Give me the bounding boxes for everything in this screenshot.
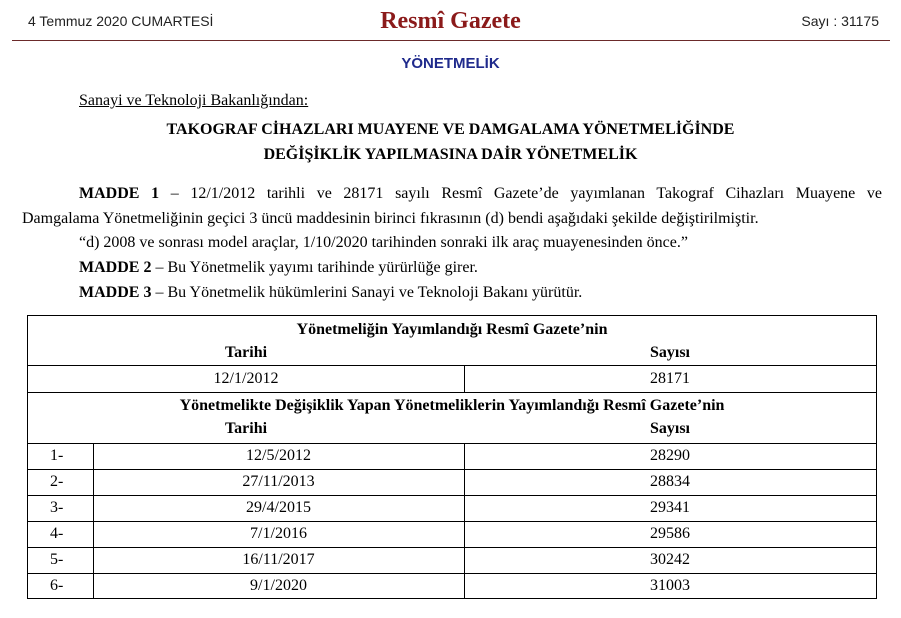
gazette-title: Resmî Gazete bbox=[380, 8, 521, 34]
regulation-title-line-1: TAKOGRAF CİHAZLARI MUAYENE VE DAMGALAMA YÖNETMELİĞİNDE bbox=[166, 121, 735, 138]
table-rule bbox=[464, 365, 465, 392]
row-date: 12/5/2012 bbox=[246, 447, 311, 464]
original-heading: Yönetmeliğin Yayımlandığı Resmî Gazete’nin bbox=[296, 321, 608, 338]
article-3-label: MADDE 3 bbox=[79, 284, 152, 301]
original-col-number: Sayısı bbox=[649, 344, 690, 361]
original-date: 12/1/2012 bbox=[213, 370, 279, 387]
table-rule bbox=[28, 392, 876, 393]
row-date: 27/11/2013 bbox=[242, 473, 315, 490]
publication-date: 4 Temmuz 2020 CUMARTESİ bbox=[28, 13, 214, 29]
row-date: 9/1/2020 bbox=[250, 577, 307, 594]
amendments-col-date: Tarihi bbox=[224, 420, 268, 437]
table-row bbox=[28, 547, 876, 573]
row-index: 3- bbox=[50, 499, 64, 516]
row-index: 1- bbox=[50, 447, 64, 464]
article-2 bbox=[79, 259, 478, 277]
table-row bbox=[28, 495, 876, 521]
table-row bbox=[28, 443, 876, 469]
row-number: 28834 bbox=[650, 473, 690, 490]
section-heading: YÖNETMELİK bbox=[401, 55, 500, 72]
row-date: 29/4/2015 bbox=[246, 499, 311, 516]
article-2-label: MADDE 2 bbox=[79, 259, 152, 276]
row-index: 5- bbox=[50, 551, 64, 568]
original-number: 28171 bbox=[650, 370, 690, 387]
article-3-text: – Bu Yönetmelik hükümlerini Sanayi ve Teknoloji Bakanı yürütür. bbox=[151, 284, 583, 301]
header-divider bbox=[12, 40, 890, 41]
table-row bbox=[28, 573, 876, 598]
amendments-heading: Yönetmelikte Değişiklik Yapan Yönetmeliklerin Yayımlandığı Resmî Gazete’nin bbox=[179, 397, 725, 414]
original-col-date: Tarihi bbox=[224, 344, 268, 361]
gazette-header bbox=[0, 0, 901, 44]
regulation-title-line-2: DEĞİŞİKLİK YAPILMASINA DAİR YÖNETMELİK bbox=[263, 146, 638, 163]
article-1-label: MADDE 1 bbox=[79, 185, 160, 202]
table-rule bbox=[28, 365, 876, 366]
row-number: 31003 bbox=[650, 577, 690, 594]
table-row bbox=[28, 521, 876, 547]
article-1-quote: “d) 2008 ve sonrası model araçlar, 1/10/2020 tarihinden sonraki ilk araç muayenesinden önce.” bbox=[79, 234, 688, 251]
row-date: 16/11/2017 bbox=[242, 551, 315, 568]
row-number: 28290 bbox=[650, 447, 690, 464]
row-index: 2- bbox=[50, 473, 64, 490]
article-1-line-1 bbox=[79, 185, 882, 203]
article-2-text: – Bu Yönetmelik yayımı tarihinde yürürlüğe girer. bbox=[151, 259, 478, 276]
row-number: 29586 bbox=[650, 525, 690, 542]
article-3 bbox=[79, 284, 582, 302]
row-number: 29341 bbox=[650, 499, 690, 516]
row-number: 30242 bbox=[650, 551, 690, 568]
amendments-col-number: Sayısı bbox=[649, 420, 690, 437]
row-date: 7/1/2016 bbox=[250, 525, 307, 542]
table-row bbox=[28, 469, 876, 495]
row-index: 6- bbox=[50, 577, 64, 594]
row-index: 4- bbox=[50, 525, 64, 542]
article-1-text: – 12/1/2012 tarihli ve 28171 sayılı Resmî Gazete’de yayımlanan Takograf Cihazları Muayene ve bbox=[159, 185, 883, 202]
issuing-ministry: Sanayi ve Teknoloji Bakanlığından: bbox=[79, 92, 309, 109]
issue-number: Sayı : 31175 bbox=[801, 13, 879, 29]
regulation-history-table bbox=[27, 315, 877, 599]
article-1-line-2: Damgalama Yönetmeliğinin geçici 3 üncü maddesinin birinci fıkrasının (d) bendi aşağıdaki şekilde değiştirilmiştir. bbox=[22, 210, 759, 227]
